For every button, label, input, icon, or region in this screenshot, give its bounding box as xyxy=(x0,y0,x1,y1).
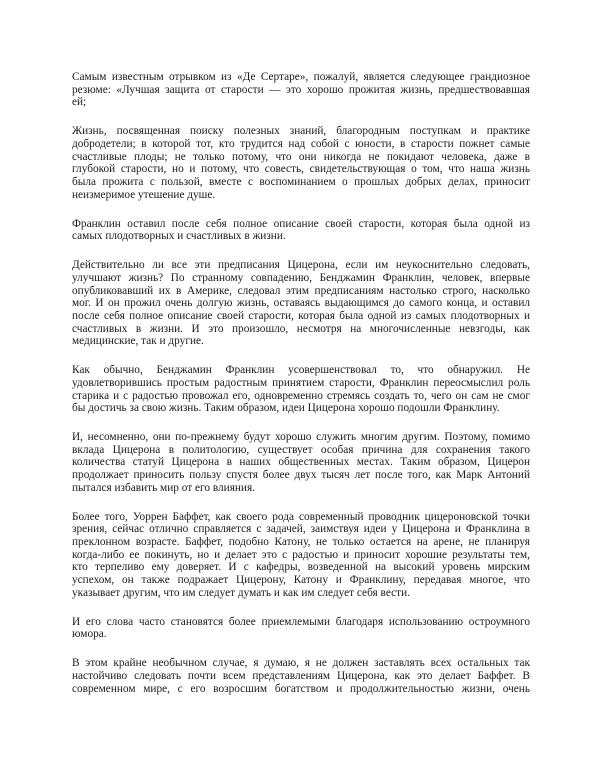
text-line: В этом крайне необычном случае, я думаю, я не должен заставлять всех остальных так xyxy=(72,657,530,670)
text-line: преклонном возрасте. Баффет, подобно Катону, не только остается на арене, не планируя xyxy=(72,536,530,549)
text-line: Самым известным отрывком из «Де Сертаре», пожалуй, является следующее грандиозное xyxy=(72,71,530,83)
text-line: резюме: «Лучшая защита от старости — это хорошо прожитая жизнь, предшествовавшая xyxy=(72,83,530,96)
text-line: счастливые плоды; не только потому, что они никогда не покидают человека, даже в xyxy=(72,150,530,163)
text-line: продолжает приносить пользу спустя более двух тысяч лет после того, как Марк Антоний xyxy=(72,469,530,482)
text-line: Более того, Уоррен Баффет, как своего рода современный проводник цицероновской точки xyxy=(72,510,530,523)
paragraph xyxy=(72,259,530,348)
paragraph xyxy=(72,511,530,600)
paragraph xyxy=(72,71,530,109)
text-line: глубокой старости, но и потому, что совесть, свидетельствующая о том, что наша жизнь xyxy=(72,163,530,176)
text-line: неизмеримое утешение душе. xyxy=(72,188,216,201)
text-line: удовлетворившись простым радостным принятием старости, Франклин переосмыслил роль xyxy=(72,376,530,389)
text-line: самых плодотворных и счастливых в жизни. xyxy=(72,230,286,243)
text-line: указывает другим, что им следует думать и как им следует себя вести. xyxy=(72,586,410,599)
text-line: Действительно ли все эти предписания Цицерона, если им неукоснительно следовать, xyxy=(72,259,530,272)
text-line: пытался избавить мир от его влияния. xyxy=(72,481,256,494)
text-line: Жизнь, посвященная поиску полезных знаний, благородным поступкам и практике xyxy=(72,125,530,138)
text-line: юмора. xyxy=(72,628,107,641)
text-line: старика и с радостью провожал его, одновременно стремясь создать то, чего он сам не смог xyxy=(72,389,530,402)
paragraph xyxy=(72,657,530,695)
paragraph xyxy=(72,431,530,494)
text-line: бы достичь за свою жизнь. Таким образом, идеи Цицерона хорошо подошли Франклину. xyxy=(72,402,500,415)
text-line: И, несомненно, они по-прежнему будут хорошо служить многим другим. Поэтому, помимо xyxy=(72,431,530,444)
text-line: после себя полное описание своей старости, которая была одной из самых плодотворных и xyxy=(72,309,530,322)
text-line: медицинские, так и другие. xyxy=(72,335,204,348)
text-line: улучшают жизнь? По странному совпадению, Бенджамин Франклин, человек, впервые xyxy=(72,271,530,284)
text-line: ей; xyxy=(72,96,87,109)
paragraph xyxy=(72,218,530,243)
text-line: вклада Цицерона в политологию, существует особая причина для сохранения такого xyxy=(72,443,530,456)
paragraph xyxy=(72,364,530,415)
text-line: Франклин оставил после себя полное описание своей старости, которая была одной из xyxy=(72,217,530,230)
text-line: была прожита с пользой, вместе с воспоминанием о прошлых добрых делах, приносит xyxy=(72,176,530,188)
text-line: добродетели; в которой тот, кто трудится над собой с юности, в старости пожнет самые xyxy=(72,137,530,150)
text-line: количества статуй Цицерона в наших общественных местах. Таким образом, Цицерон xyxy=(72,456,530,469)
document-body xyxy=(72,71,530,712)
text-line: когда-либо ее покинуть, но и делает это с радостью и приносит хорошие результаты тем, xyxy=(72,548,530,561)
text-line: счастливых в жизни. И это произошло, несмотря на многочисленные невзгоды, как xyxy=(72,322,530,335)
paragraph xyxy=(72,616,530,641)
text-line: кто терпеливо ему доверяет. И с кафедры, возведенной на высокий уровень мирским xyxy=(72,561,530,574)
text-line: Как обычно, Бенджамин Франклин усовершенствовал то, что обнаружил. Не xyxy=(72,364,530,377)
text-line: зрения, сейчас отлично справляется с задачей, заимствуя идеи у Цицерона и Франклина в xyxy=(72,523,530,536)
paragraph xyxy=(72,125,530,201)
text-line: опубликовавший их в Америке, следовал этим предписаниям настолько строго, насколько xyxy=(72,284,530,297)
text-line: настойчиво следовать почти всем представлениям Цицерона, как это делает Баффет. В xyxy=(72,669,530,682)
text-line: мог. И он прожил очень долгую жизнь, оставаясь выдающимся до самого конца, и оставил xyxy=(72,297,530,310)
text-line: И его слова часто становятся более приемлемыми благодаря использованию остроумного xyxy=(72,615,530,628)
text-line: современном мире, с его возросшим богатством и продолжительностью жизни, очень xyxy=(72,682,530,695)
text-line: успехом, он также подражает Цицерону, Катону и Франклину, передавая многое, что xyxy=(72,574,530,587)
